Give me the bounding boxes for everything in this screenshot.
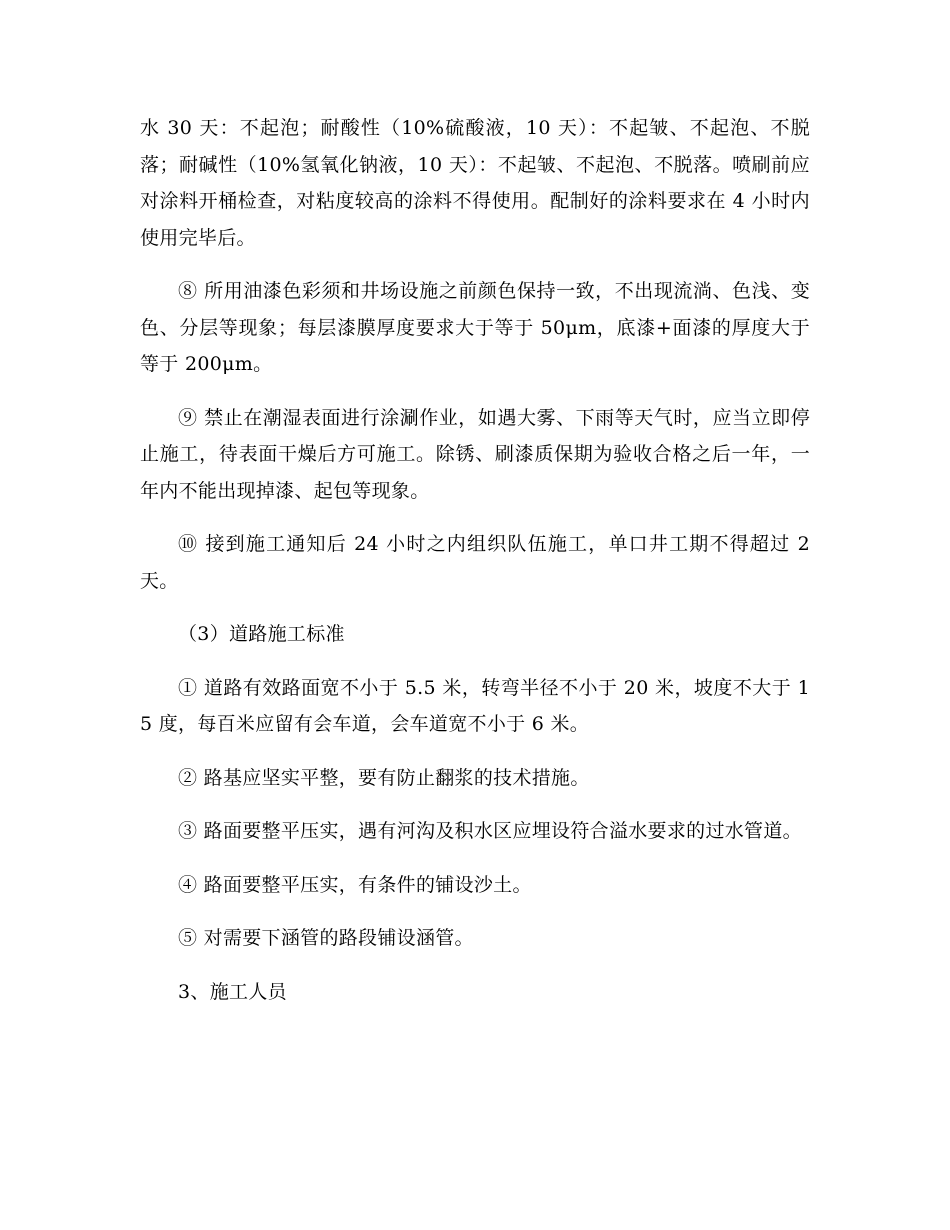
paragraph-item-10: ⑩ 接到施工通知后 24 小时之内组织队伍施工，单口井工期不得超过 2 天。: [140, 533, 810, 592]
paragraph-road-3: ③ 路面要整平压实，遇有河沟及积水区应埋设符合溢水要求的过水管道。: [178, 820, 802, 842]
document-body: [140, 110, 810, 1027]
paragraph-item-8: ⑧ 所用油漆色彩须和井场设施之前颜色保持一致，不出现流淌、色浅、变色、分层等现象；每层漆膜厚度要求大于等于 50μm，底漆+面漆的厚度大于等于 200μm。: [140, 280, 810, 375]
section-heading-road-standard: （3）道路施工标准: [178, 623, 345, 645]
paragraph-road-1: ① 道路有效路面宽不小于 5.5 米，转弯半径不小于 20 米，坡度不大于 15 度，每百米应留有会车道，会车道宽不小于 6 米。: [140, 676, 810, 735]
section-heading-personnel: 3、施工人员: [178, 980, 287, 1003]
paragraph-road-4: ④ 路面要整平压实，有条件的铺设沙土。: [178, 873, 532, 896]
paragraph-road-2: ② 路基应坚实平整，要有防止翻浆的技术措施。: [178, 766, 590, 789]
paragraph-road-5: ⑤ 对需要下涵管的路段铺设涵管。: [178, 927, 474, 949]
paragraph-continued-resistance: 水 30 天：不起泡；耐酸性（10%硫酸液，10 天）：不起皱、不起泡、不脱落；耐碱性（10%氢氧化钠液，10 天）：不起皱、不起泡、不脱落。喷刷前应对涂料开桶检查，对粘度较高的涂料不得使用。配制好的涂料要求在 4 小时内使用完毕后。: [140, 117, 810, 249]
paragraph-item-9: ⑨ 禁止在潮湿表面进行涂涮作业，如遇大雾、下雨等天气时，应当立即停止施工，待表面干燥后方可施工。除锈、刷漆质保期为验收合格之后一年，一年内不能出现掉漆、起包等现象。: [140, 406, 810, 502]
